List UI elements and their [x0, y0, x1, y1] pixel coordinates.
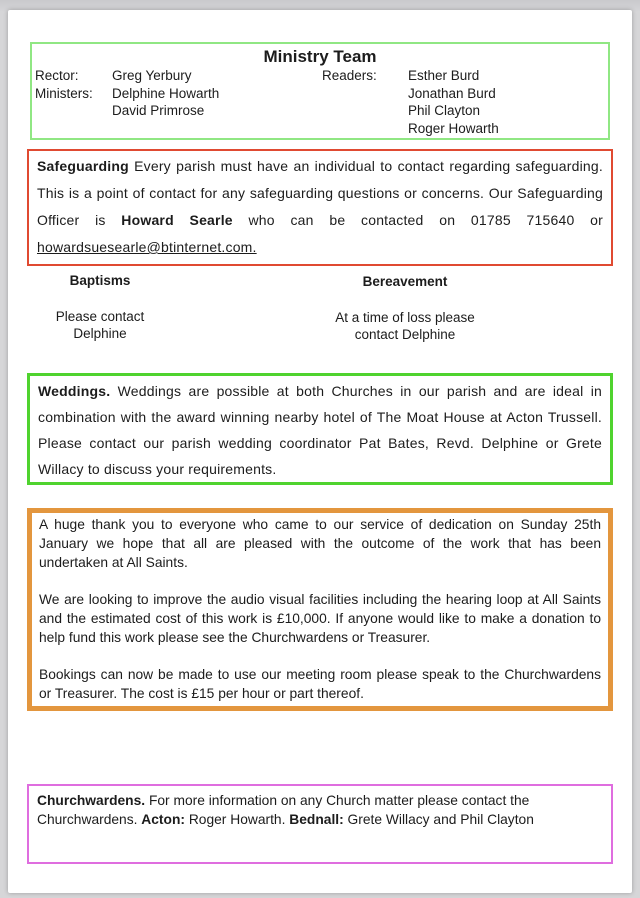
- churchwardens-lead: Churchwardens.: [37, 793, 146, 808]
- minister-name: David Primrose: [112, 103, 205, 118]
- ministry-team-box: [30, 42, 610, 140]
- baptisms-title: Baptisms: [69, 273, 131, 288]
- bereavement-title: Bereavement: [362, 274, 448, 289]
- meeting-room-bookings-paragraph: Bookings can now be made to use our meeting room please speak to the Churchwardens or Treasurer. The cost is £15 per hour or part thereof.: [39, 667, 601, 701]
- safeguarding-text: Safeguarding Every parish must have an individual to contact regarding safeguarding. This is a point of contact for any safeguarding questions or concerns. Our Safeguarding Officer is Howard Searle who can be contacted on 01785 715640 or howardsuesearle@btinternet.com.: [37, 158, 603, 255]
- baptisms-section: [40, 272, 160, 342]
- notices-box: [27, 508, 613, 711]
- safeguarding-lead: Safeguarding: [37, 158, 129, 174]
- weddings-text: Weddings. Weddings are possible at both Churches in our parish and are ideal in combination with the award winning nearby hotel of The Moat House at Acton Trussell. Please contact our parish wedding coordinator Pat Bates, Revd. Delphine or Grete Willacy to discuss your requirements.: [38, 383, 602, 477]
- rector-name: Greg Yerbury: [112, 68, 192, 83]
- minister-name: Delphine Howarth: [112, 85, 220, 101]
- audio-visual-paragraph: We are looking to improve the audio visual facilities including the hearing loop at All Saints and the estimated cost of this work is £10,000. If anyone would like to make a donation to help fund this work please see the Churchwardens or Treasurer.: [39, 592, 601, 645]
- ministry-row: [35, 120, 605, 138]
- bednall-warden-names: Grete Willacy and Phil Clayton: [343, 812, 534, 827]
- bereavement-section: [285, 273, 525, 343]
- ministry-row: [35, 85, 605, 103]
- dedication-thanks-paragraph: A huge thank you to everyone who came to our service of dedication on Sunday 25th January we hope that all are pleased with the outcome of the work that has been undertaken at All Saints.: [39, 517, 601, 570]
- safeguarding-officer-name: Howard Searle: [121, 212, 233, 228]
- reader-name: Phil Clayton: [408, 103, 481, 118]
- reader-name: Jonathan Burd: [408, 85, 496, 101]
- churchwardens-text: Churchwardens. For more information on any Church matter please contact the Churchwardens. Acton: Roger Howarth. Bednall: Grete Willacy and Phil Clayton: [37, 793, 534, 827]
- weddings-box: [27, 373, 613, 485]
- baptisms-contact-line: Please contact: [55, 309, 145, 324]
- reader-name: Esther Burd: [408, 68, 480, 83]
- acton-warden-name: Roger Howarth.: [184, 812, 290, 827]
- readers-label: Readers:: [322, 68, 377, 83]
- document-page: [8, 10, 632, 893]
- ministry-row: [35, 67, 605, 85]
- ministers-label: Ministers:: [35, 85, 93, 101]
- ministry-row: [35, 102, 605, 120]
- weddings-lead: Weddings.: [38, 383, 111, 399]
- rector-label: Rector:: [35, 68, 79, 83]
- bereavement-contact-line: At a time of loss please: [335, 310, 475, 325]
- baptisms-contact-line: Delphine: [73, 326, 127, 341]
- safeguarding-email-link[interactable]: howardsuesearle@btinternet.com.: [37, 239, 257, 255]
- reader-name: Roger Howarth: [408, 120, 499, 136]
- churchwardens-box: [27, 784, 613, 864]
- safeguarding-box: [27, 149, 613, 266]
- bednall-label: Bednall:: [289, 812, 344, 827]
- ministry-team-title: Ministry Team: [263, 47, 377, 66]
- bereavement-contact-line: contact Delphine: [354, 327, 456, 342]
- acton-label: Acton:: [141, 812, 185, 827]
